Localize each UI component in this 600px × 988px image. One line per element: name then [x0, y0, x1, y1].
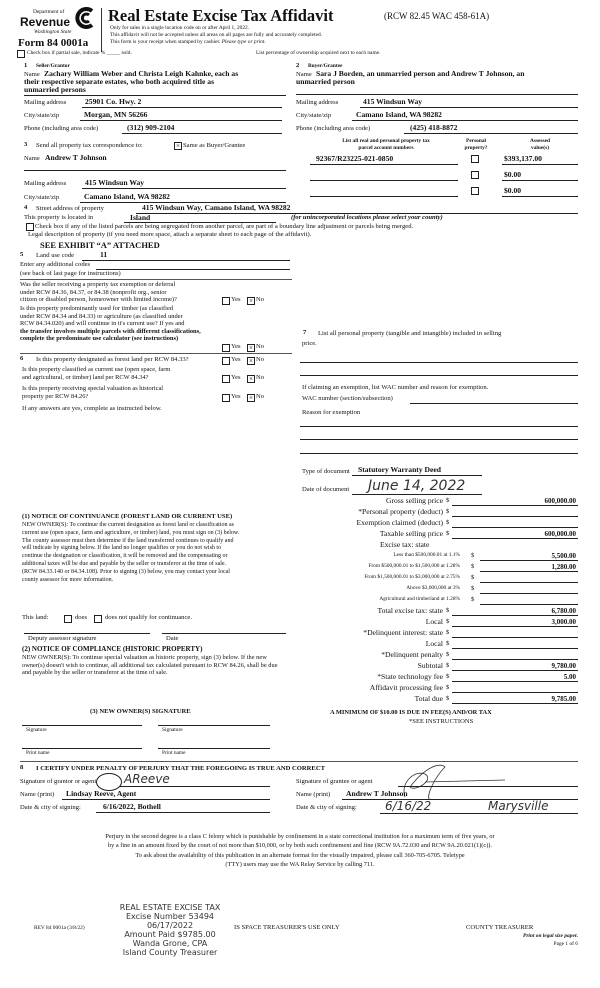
- buyer-phone-label: Phone (including area code): [296, 125, 371, 132]
- parcel-header: parcel account numbers: [358, 145, 414, 151]
- currency-symbol: $: [446, 497, 450, 504]
- currency-symbol: $: [471, 585, 475, 592]
- same-as-buyer-label: Same as Buyer/Grantee: [183, 142, 246, 149]
- tax-row-label: Agricultural and timberland at 1.28%: [379, 596, 460, 602]
- current-use-question: Is this property classified as current use (open space, farm and agricultural, or timber) land per RCW 84.34?: [22, 366, 171, 381]
- print-name-label: Print name: [26, 750, 50, 756]
- tax-row-label: Subtotal: [417, 661, 443, 670]
- tax-row-value[interactable]: 9,785.00: [551, 695, 576, 703]
- wac-field[interactable]: [410, 403, 578, 404]
- title-rcw: (RCW 82.45 WAC 458-61A): [384, 11, 490, 21]
- county-treasurer-label: COUNTY TREASURER: [466, 924, 534, 931]
- tax-row-value[interactable]: 3,000.00: [551, 618, 576, 626]
- tax-row-label: From $1,500,000.01 to $3,000,000 at 2.75%: [364, 574, 460, 580]
- page-number: Page 1 of 6: [553, 941, 578, 947]
- assessed-header: value(s): [531, 145, 549, 151]
- currency-symbol: $: [446, 695, 450, 702]
- timber-yes-checkbox[interactable]: [222, 344, 230, 352]
- corr-name-label: Name: [24, 155, 40, 162]
- codes-label: Enter any additional codes: [20, 261, 91, 268]
- tax-row-label: Local: [425, 639, 443, 648]
- grantor-signature-label: Signature of grantor or agent: [20, 778, 97, 785]
- tax-row-value[interactable]: 6,780.00: [551, 607, 576, 615]
- section-number: 6: [20, 355, 24, 362]
- tax-row-value[interactable]: 600,000.00: [544, 497, 576, 505]
- revision-label: REV 84 0001a (3/8/22): [34, 925, 85, 931]
- tax-row-label: *Personal property (deduct): [358, 507, 443, 516]
- timber-question: Is this property predominantly used for timber (as classified under RCW 84.34 and 84.33) or agriculture (as classified under RCW 84.34.020) and will continue in it's current use? If yes and the transfer involves multiple parcels with different classifications, complete the predominate use calculator (see instructions): [20, 305, 201, 343]
- located-label: This property is located in: [24, 214, 94, 221]
- grantor-name-field[interactable]: Lindsay Reeve, Agent: [66, 789, 137, 798]
- grantee-signature-label: Signature of grantee or agent: [296, 778, 373, 785]
- currency-symbol: $: [446, 618, 450, 625]
- dor-logo-icon: [74, 7, 96, 29]
- grantor-date-field[interactable]: 6/16/2022, Bothell: [103, 802, 161, 811]
- tax-row-label: Gross selling price: [386, 496, 443, 505]
- deputy-signature-label: Deputy assessor signature: [28, 635, 97, 642]
- grantee-city-field[interactable]: Marysville: [488, 799, 549, 813]
- this-land-label: This land:: [22, 614, 49, 621]
- corr-label: Send all property tax correspondence to:: [36, 142, 143, 149]
- page-title: Real Estate Excise Tax Affidavit: [108, 6, 334, 25]
- seller-mail-label: Mailing address: [24, 99, 67, 106]
- buyer-mail-field[interactable]: 415 Windsun Way: [363, 97, 423, 106]
- land-use-field[interactable]: 11: [100, 250, 108, 259]
- continuance-title: (1) NOTICE OF CONTINUANCE (FOREST LAND OR CURRENT USE): [22, 513, 233, 520]
- legal-paper-note: Print on legal size paper.: [523, 933, 578, 939]
- continuance-text: NEW OWNER(S): To continue the current designation as forest land or classification as current use (open space, farm and agriculture, or timber) land, you must sign on (3) below. The county assessor must then determine if the land transferred continues to qualify and will indicate by signing below. If the land no longer qualifies or you do not wish to continue the designation or classification, it will be removed and the compensating or additional taxes will be due and payable by the seller or transferor at the time of sale. (RCW 84.33.140 or 84.34.108). Prior to signing (3) below, you may contact your local county assessor for more information.: [22, 522, 240, 583]
- perjury-note-2: by a fine in an amount fixed by the court of not more than $10,000, or by both such confinement and fine (RCW 9A.72.030 and RCW 9A.20.021(1)(c)).: [108, 842, 492, 849]
- parcel-header: List all real and personal property tax: [342, 138, 430, 144]
- header-divider: [101, 8, 102, 52]
- doc-date-field[interactable]: June 14, 2022: [368, 478, 466, 494]
- does-label: does: [75, 614, 88, 621]
- current-use-no-checkbox[interactable]: ×: [247, 375, 255, 383]
- tax-row-label: Total due: [414, 694, 443, 703]
- same-as-buyer-checkbox[interactable]: ×: [174, 142, 182, 150]
- tax-row-label: *Delinquent interest: state: [363, 628, 443, 637]
- treasurer-stamp: REAL ESTATE EXCISE TAX Excise Number 53494 06/17/2022 Amount Paid $9785.00 Wanda Grone, CPA Island County Treasurer: [119, 903, 221, 957]
- section-number: 7: [303, 329, 307, 336]
- does-not-qualify-checkbox[interactable]: [94, 615, 102, 623]
- currency-symbol: $: [471, 552, 475, 559]
- doc-type-label: Type of document: [302, 468, 350, 475]
- assessed-value[interactable]: $0.00: [504, 170, 522, 179]
- buyer-city-field[interactable]: Camano Island, WA 98282: [356, 110, 442, 119]
- personal-property-checkbox[interactable]: [471, 171, 479, 179]
- historic-yes-checkbox[interactable]: [222, 394, 230, 402]
- grantor-name-label: Name (print): [20, 791, 55, 798]
- parcel-number[interactable]: 92367/R23225-021-0850: [316, 154, 394, 163]
- personal-header: property?: [464, 145, 488, 151]
- tax-row-label: Total excise tax: state: [377, 606, 443, 615]
- grantee-date-label: Date & city of signing:: [296, 804, 357, 811]
- signature-label: Signature: [26, 727, 47, 733]
- currency-symbol: $: [446, 508, 450, 515]
- currency-symbol: $: [446, 662, 450, 669]
- exemption-label: If claiming an exemption, list WAC number and reason for exemption.: [302, 384, 489, 391]
- no-label: No: [256, 393, 265, 400]
- no-label: No: [256, 374, 265, 381]
- located-note: (for unincorporated locations please select your county): [291, 214, 443, 221]
- yes-label: Yes: [231, 356, 241, 363]
- county-field[interactable]: Island: [130, 213, 151, 222]
- seller-city-field[interactable]: Morgan, MN 56266: [84, 110, 148, 119]
- seller-heading: Seller/Grantor: [36, 63, 70, 69]
- seller-phone-label: Phone (including area code): [24, 125, 99, 132]
- header-note-2: This affidavit will not be accepted unless all areas on all pages are fully and accurately completed.: [110, 32, 322, 38]
- current-use-yes-checkbox[interactable]: [222, 375, 230, 383]
- seller-name-label: Name: [24, 71, 40, 78]
- tax-row-label: Taxable selling price: [379, 529, 443, 538]
- doc-type-field[interactable]: Statutory Warranty Deed: [358, 465, 441, 474]
- yes-label: Yes: [231, 374, 241, 381]
- tax-row-value[interactable]: 1,280.00: [551, 563, 576, 571]
- seller-city-label: City/state/zip: [24, 112, 60, 119]
- tax-row-label: *Delinquent penalty: [381, 650, 443, 659]
- treasurer-use-note: IS SPACE TREASURER'S USE ONLY: [234, 924, 340, 931]
- grantee-name-field[interactable]: Andrew T Johnson: [346, 789, 408, 798]
- certify-statement: I CERTIFY UNDER PENALTY OF PERJURY THAT THE FOREGOING IS TRUE AND CORRECT: [36, 765, 325, 772]
- historic-question: Is this property receiving special valuation as historical property per RCW 84.26?: [22, 385, 164, 400]
- grantee-name-label: Name (print): [296, 791, 331, 798]
- currency-symbol: $: [446, 651, 450, 658]
- seller-name-line2[interactable]: their respective separate estates, who both acquired title as: [24, 77, 215, 86]
- currency-symbol: $: [471, 574, 475, 581]
- exemption-question: Was the seller receiving a property tax exemption or deferral under RCW 84.36, 84.37, or 84.38 (nonprofit org., senior citizen or disabled person, homeowner with limited income)?: [20, 281, 177, 304]
- seller-phone-field[interactable]: (312) 909-2104: [127, 123, 175, 132]
- personal-property-label-2: price.: [302, 340, 317, 347]
- partial-sale-label: Check box if partial sale, indicate % _____ sold.: [27, 50, 132, 56]
- header-note-3: This form is your receipt when stamped by cashier. Please type or print.: [110, 39, 266, 45]
- land-use-label: Land use code: [36, 252, 75, 259]
- excise-tax-label: Excise tax: state: [380, 540, 430, 549]
- currency-symbol: $: [446, 673, 450, 680]
- new-owner-signature-title: (3) NEW OWNER(S) SIGNATURE: [90, 708, 191, 715]
- seller-mail-field[interactable]: 25901 Co. Hwy. 2: [85, 97, 142, 106]
- if-yes-note: If any answers are yes, complete as instructed below.: [22, 405, 162, 412]
- currency-symbol: $: [446, 684, 450, 691]
- deputy-date-label: Date: [166, 635, 179, 642]
- currency-symbol: $: [471, 563, 475, 570]
- logo-revenue: Revenue: [20, 15, 71, 29]
- currency-symbol: $: [446, 530, 450, 537]
- tax-row-label: From $500,000.01 to $1,500,000 at 1.28%: [368, 563, 460, 569]
- tax-row-value[interactable]: 600,000.00: [544, 530, 576, 538]
- logo-dept: Department of: [33, 9, 65, 15]
- buyer-phone-field[interactable]: (425) 418-8872: [410, 123, 458, 132]
- compliance-title: (2) NOTICE OF COMPLIANCE (HISTORIC PROPERTY): [22, 645, 203, 653]
- forest-no-checkbox[interactable]: ×: [247, 357, 255, 365]
- legal-desc-label: Legal description of property (if you need more space, attach a separate sheet to each page of the affidavit).: [28, 231, 312, 238]
- section-number: 1: [24, 62, 28, 69]
- assessed-value[interactable]: $0.00: [504, 186, 522, 195]
- tax-row-label: Affidavit processing fee: [369, 683, 443, 692]
- doc-date-label: Date of document: [302, 486, 350, 493]
- no-label: No: [256, 296, 265, 303]
- forest-question: Is this property designated as forest land per RCW 84.33?: [36, 356, 189, 363]
- logo-state: Washington State: [34, 29, 72, 35]
- seller-name-line3[interactable]: unmarried persons: [24, 85, 86, 94]
- assessed-value[interactable]: $393,137.00: [504, 154, 542, 163]
- buyer-mail-label: Mailing address: [296, 99, 339, 106]
- section-number: 8: [20, 764, 24, 771]
- grantee-date-field[interactable]: 6/16/22: [385, 799, 432, 813]
- currency-symbol: $: [446, 607, 450, 614]
- buyer-name-label: Name: [296, 71, 312, 78]
- accessibility-note-1: To ask about the availability of this publication in an alternate format for the visually impaired, please call 360-705-6705. Teletype: [135, 852, 465, 859]
- wac-label: WAC number (section/subsection): [302, 395, 393, 402]
- exemption-yes-checkbox[interactable]: [222, 297, 230, 305]
- perjury-note-1: Perjury in the second degree is a class C felony which is punishable by confinement in a state correctional institution for a maximum term of five years, or: [105, 833, 495, 840]
- reason-label: Reason for exemption: [302, 409, 361, 416]
- no-label: No: [256, 343, 265, 350]
- minimum-due-note: A MINIMUM OF $10.00 IS DUE IN FEE(S) AND/OR TAX: [330, 709, 492, 716]
- print-name-label: Print name: [162, 750, 186, 756]
- currency-symbol: $: [446, 519, 450, 526]
- signature-label: Signature: [162, 727, 183, 733]
- yes-label: Yes: [231, 296, 241, 303]
- tax-row-value[interactable]: 5,500.00: [551, 552, 576, 560]
- corr-mail-label: Mailing address: [24, 180, 67, 187]
- tax-row-value[interactable]: 5.00: [563, 673, 576, 681]
- buyer-city-label: City/state/zip: [296, 112, 332, 119]
- grantee-signature[interactable]: [395, 762, 515, 802]
- corr-city-field[interactable]: Camano Island, WA 98282: [84, 192, 170, 201]
- accessibility-note-2: (TTY) users may use the WA Relay Service by calling 711.: [225, 861, 375, 868]
- corr-mail-field[interactable]: 415 Windsun Way: [85, 178, 145, 187]
- grantor-signature[interactable]: AReeve: [124, 772, 170, 786]
- timber-no-checkbox[interactable]: ×: [247, 344, 255, 352]
- compliance-text: NEW OWNER(S): To continue special valuation as historic property, sign (3) below. If the new owner(s) doesn't wish to continue, all additional tax calculated pursuant to RCW 84.26, shall be due and payable by the seller or transferor at the time of sale.: [22, 654, 278, 677]
- yes-label: Yes: [231, 343, 241, 350]
- ownership-note: List percentage of ownership acquired next to each name.: [256, 50, 381, 56]
- no-label: No: [256, 356, 265, 363]
- section-number: 2: [296, 62, 300, 69]
- exemption-no-checkbox[interactable]: ×: [247, 297, 255, 305]
- personal-property-checkbox[interactable]: [471, 187, 479, 195]
- seller-name-line1[interactable]: Zachary William Weber and Christa Leigh Kahnke, each as: [44, 69, 239, 78]
- buyer-name-line1[interactable]: Sara J Borden, an unmarried person and Andrew T Johnson, an: [316, 69, 525, 78]
- assessed-header: Assessed: [529, 138, 551, 144]
- buyer-heading: Buyer/Grantee: [308, 63, 343, 69]
- currency-symbol: $: [471, 596, 475, 603]
- personal-property-checkbox[interactable]: [471, 155, 479, 163]
- tax-row-label: Exemption claimed (deduct): [356, 518, 443, 527]
- street-label: Street address of property: [36, 205, 104, 212]
- street-field[interactable]: 415 Windsun Way, Camano Island, WA 98282: [142, 203, 291, 212]
- currency-symbol: $: [446, 629, 450, 636]
- yes-label: Yes: [231, 393, 241, 400]
- corr-city-label: City/state/zip: [24, 194, 60, 201]
- tax-row-label: *State technology fee: [377, 672, 443, 681]
- section-number: 3: [24, 141, 28, 148]
- does-qualify-checkbox[interactable]: [64, 615, 72, 623]
- buyer-name-line2[interactable]: unmarried person: [296, 77, 355, 86]
- see-instructions-note: *SEE INSTRUCTIONS: [409, 718, 474, 725]
- segregate-checkbox[interactable]: [26, 223, 34, 231]
- see-back-note: (see back of last page for instructions): [20, 270, 121, 277]
- historic-no-checkbox[interactable]: ×: [247, 394, 255, 402]
- tax-row-label: Above $3,000,000 at 3%: [406, 585, 460, 591]
- forest-yes-checkbox[interactable]: [222, 357, 230, 365]
- section-number: 5: [20, 251, 24, 258]
- personal-header: Personal: [465, 138, 487, 144]
- tax-row-value[interactable]: 9,780.00: [551, 662, 576, 670]
- tax-row-label: Less than $500,000.01 at 1.1%: [393, 552, 460, 558]
- currency-symbol: $: [446, 640, 450, 647]
- corr-name-field[interactable]: Andrew T Johnson: [45, 153, 107, 162]
- personal-property-label: List all personal property (tangible and intangible) included in selling: [318, 330, 502, 337]
- form-number: Form 84 0001a: [18, 37, 89, 49]
- header-note-1: Only for sales in a single location code on or after April 1, 2022.: [110, 25, 250, 31]
- grantor-date-label: Date & city of signing:: [20, 804, 81, 811]
- partial-sale-checkbox[interactable]: [17, 50, 25, 58]
- segregate-label: Check box if any of the listed parcels are being segregated from another parcel, are part of a boundary line adjustment or parcels being merged.: [35, 223, 414, 230]
- section-number: 4: [24, 204, 28, 211]
- legal-description[interactable]: SEE EXHIBIT “A” ATTACHED: [40, 240, 160, 250]
- does-not-label: does not qualify for continuance.: [105, 614, 192, 621]
- tax-row-label: Local: [425, 617, 443, 626]
